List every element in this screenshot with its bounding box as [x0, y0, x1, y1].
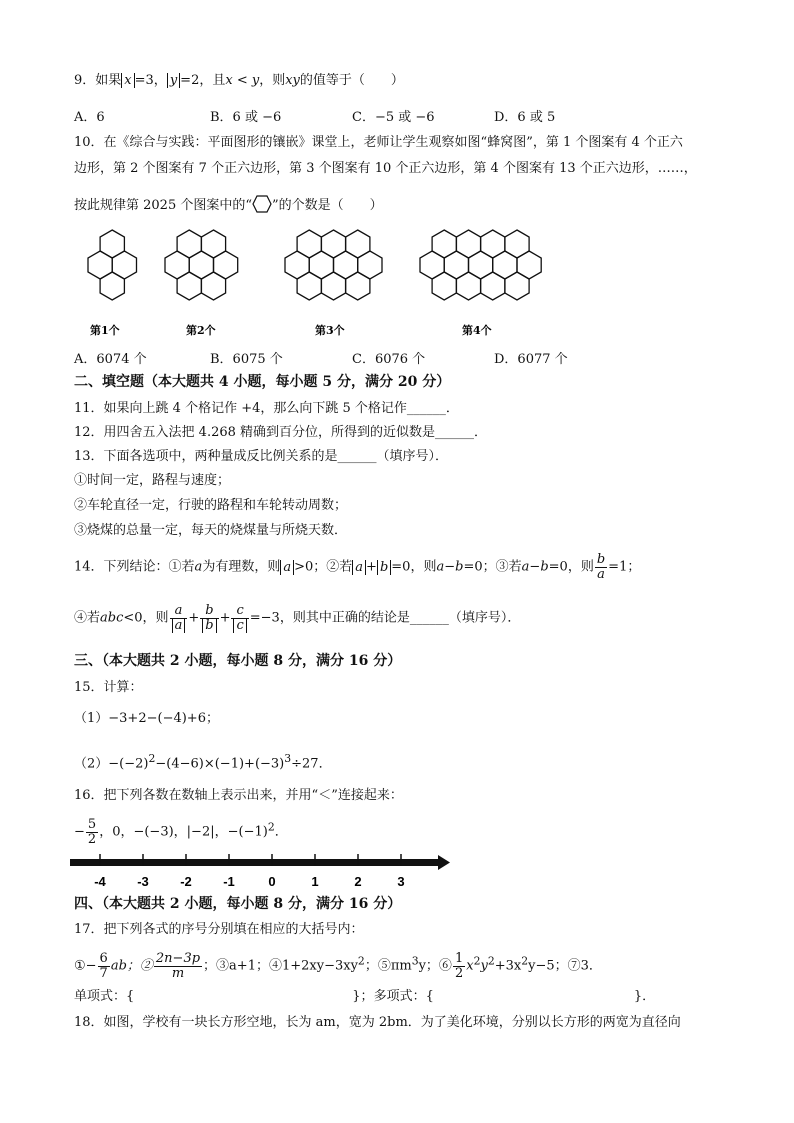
q9-option-a[interactable]: A．6	[74, 110, 105, 125]
q9-option-d[interactable]: D．6 或 5	[494, 110, 556, 125]
q13-item-3: ③烧煤的总量一定，每天的烧煤量与所烧天数．	[74, 523, 348, 538]
q16-nums-a: ，0，−(−3)，	[99, 824, 187, 840]
q17-e1b: ab；②	[110, 958, 153, 974]
q17-e4: ；⑤πm	[364, 958, 412, 974]
q10-line3-a: 按此规律第 2025 个图案中的“	[74, 198, 252, 213]
q9-stem-d: 的值等于（ ）	[299, 73, 404, 88]
hexagon-cell	[481, 272, 505, 300]
section-3-title: 三、（本大题共 2 小题，每小题 8 分，满分 16 分）	[74, 653, 402, 669]
number-line-label: -2	[180, 874, 192, 889]
q10-line2: 边形，第 2 个图案有 7 个正六边形，第 3 个图案有 10 个正六边形，第 4 个图案有 13 个正六边形，……，	[74, 161, 697, 176]
hexagon-cell	[201, 272, 225, 300]
fig-label-4: 第4个	[462, 324, 492, 337]
number-line-label: 1	[311, 874, 319, 889]
hexagon-cell	[456, 272, 480, 300]
polynomial-end: }．	[633, 989, 656, 1004]
hexagon-cell	[100, 272, 124, 300]
number-line-label: 0	[268, 874, 276, 889]
fig-label-2: 第2个	[186, 324, 216, 337]
q14-d: ，则	[410, 559, 437, 575]
question-18: 18．如图，学校有一块长方形空地，长为 am，宽为 2bm．为了美化环境，分别以长方形的两宽为直径向	[74, 1015, 681, 1030]
question-14-line1: 14．下列结论：①若a为有理数，则 a >0；②若 a + b =0，则a−b=0；③若a−b=0，则 $\frac{b}{a}$ =1；	[74, 552, 641, 582]
q10-line1: 10．在《综合与实践：平面图形的镶嵌》课堂上，老师让学生观察如图“蜂窝图”，第 1 个图案有 4 个正六	[74, 135, 683, 150]
q9-cond: x < y	[225, 73, 260, 88]
monomial-label: 单项式：{	[74, 989, 135, 1004]
number-line	[70, 850, 450, 892]
fig-label-3: 第3个	[315, 324, 345, 337]
q9-option-b[interactable]: B．6 或 −6	[210, 110, 282, 125]
q14-g: ；	[627, 559, 641, 575]
q16-nums-c: ，−(−1)	[214, 824, 268, 840]
q16-nums-d: ．	[274, 824, 288, 840]
number-line-label: 2	[354, 874, 362, 889]
q14-j: ，则其中正确的结论是______（填序号）．	[279, 610, 521, 626]
q15-p2-b: −(4−6)×(−1)+(−3)	[155, 756, 285, 772]
q15-part-2: $(2)-(-2)^2-(4-6)\times(-1)+(-3)^3\div 27$．	[74, 752, 332, 772]
fig-label-1: 第1个	[90, 324, 120, 337]
question-14-line2: ④若abc<0，则 $\frac{a}{a}$ + $\frac{b}{b}$ + $\frac{c}{c}$ =−3，则其中正确的结论是______（填序号）．	[74, 603, 521, 633]
q9-absy: =2	[180, 73, 200, 88]
q15-p2-a: （2）−(−2)	[74, 756, 149, 772]
q9-expr: xy	[285, 73, 300, 88]
q17-e5: y；⑥	[418, 958, 452, 974]
q10-option-c[interactable]: C．6076 个	[352, 352, 426, 367]
q10-line3	[74, 195, 383, 215]
q14-b: 为有理数，则	[202, 559, 281, 575]
polynomial-label: 多项式：{	[373, 989, 434, 1004]
q17-expressions: ①− $\frac{6}{7}$ ab；② $\frac{2n-3p}{m}$ ；③a+1；$④1+2xy-3xy^2$；$⑤\pi m^3y$；⑥ $\frac{1}{2}$ $x^2y^2+3x^2y-5$；⑦3．	[74, 951, 602, 981]
monomial-end: }；	[352, 989, 374, 1004]
honeycomb-figure	[70, 222, 550, 342]
q9-stem: 9．如果	[74, 73, 122, 88]
section-2-title: 二、填空题（本大题共 4 小题，每小题 5 分，满分 20 分）	[74, 374, 451, 390]
q17-e6d: y−5；⑦3．	[528, 958, 602, 974]
q14-h: ④若	[74, 610, 101, 626]
number-line-label: -4	[94, 874, 106, 889]
q17-e6b: y	[480, 958, 488, 974]
q17-e3: ；③a+1；④1+2xy−3xy	[203, 958, 358, 974]
section-4-title: 四、（本大题共 2 小题，每小题 8 分，满分 16 分）	[74, 896, 402, 912]
q9-stem-c: ，则	[259, 73, 286, 88]
question-11: 11．如果向上跳 4 个格记作 +4，那么向下跳 5 个格记作______．	[74, 401, 459, 416]
hexagon-cell	[432, 272, 456, 300]
q14-e: ；③若	[482, 559, 522, 575]
q9-absx: =3	[134, 73, 154, 88]
hexagon-cell	[297, 272, 321, 300]
q17-answer-row	[74, 988, 655, 1006]
question-9: 9．如果 x =3， y =2，且x < y，则xy的值等于（ ）	[74, 73, 404, 88]
q16-numbers: − $\frac{5}{2}$ ，0，−(−3)，|−2|，$-(-1)^2$．	[74, 817, 288, 847]
q10-option-b[interactable]: B．6075 个	[210, 352, 283, 367]
q14-f: ，则	[567, 559, 594, 575]
number-line-label: -3	[137, 874, 149, 889]
q10-option-d[interactable]: D．6077 个	[494, 352, 568, 367]
q15-p2-c: ÷27．	[291, 756, 332, 772]
question-13: 13．下面各选项中，两种量成反比例关系的是______（填序号）．	[74, 449, 449, 464]
q17-e1: ①−	[74, 958, 97, 974]
q13-item-1: ①时间一定，路程与速度；	[74, 473, 231, 488]
q10-line3-b: ”的个数是（ ）	[272, 198, 383, 213]
q14-c: ；②若	[313, 559, 353, 575]
number-line-label: -1	[223, 874, 235, 889]
hexagon-cell	[177, 272, 201, 300]
hexagon-cell	[505, 272, 529, 300]
question-12: 12．用四舍五入法把 4.268 精确到百分位，所得到的近似数是______．	[74, 425, 488, 440]
q10-option-a[interactable]: A．6074 个	[74, 352, 147, 367]
q17-e6c: +3x	[494, 958, 522, 974]
q9-stem-b: ，且	[199, 73, 226, 88]
question-16: 16．把下列各数在数轴上表示出来，并用“＜”连接起来：	[74, 788, 403, 803]
question-17: 17．把下列各式的序号分别填在相应的大括号内：	[74, 922, 364, 937]
hexagon-cell	[346, 272, 370, 300]
hexagon-cell	[321, 272, 345, 300]
q9-option-c[interactable]: C．−5 或 −6	[352, 110, 435, 125]
q15-part-1: （1）−3+2−(−4)+6；	[74, 711, 219, 726]
q13-item-2: ②车轮直径一定，行驶的路程和车轮转动周数；	[74, 498, 348, 513]
question-15: 15．计算：	[74, 680, 143, 695]
hexagon-icon	[252, 195, 272, 213]
q16-nums-b: |−2|	[186, 824, 215, 840]
q14-a: 14．下列结论：①若	[74, 559, 195, 575]
q14-i: ，则	[142, 610, 169, 626]
number-line-label: 3	[397, 874, 405, 889]
q17-e6: x	[466, 958, 474, 974]
